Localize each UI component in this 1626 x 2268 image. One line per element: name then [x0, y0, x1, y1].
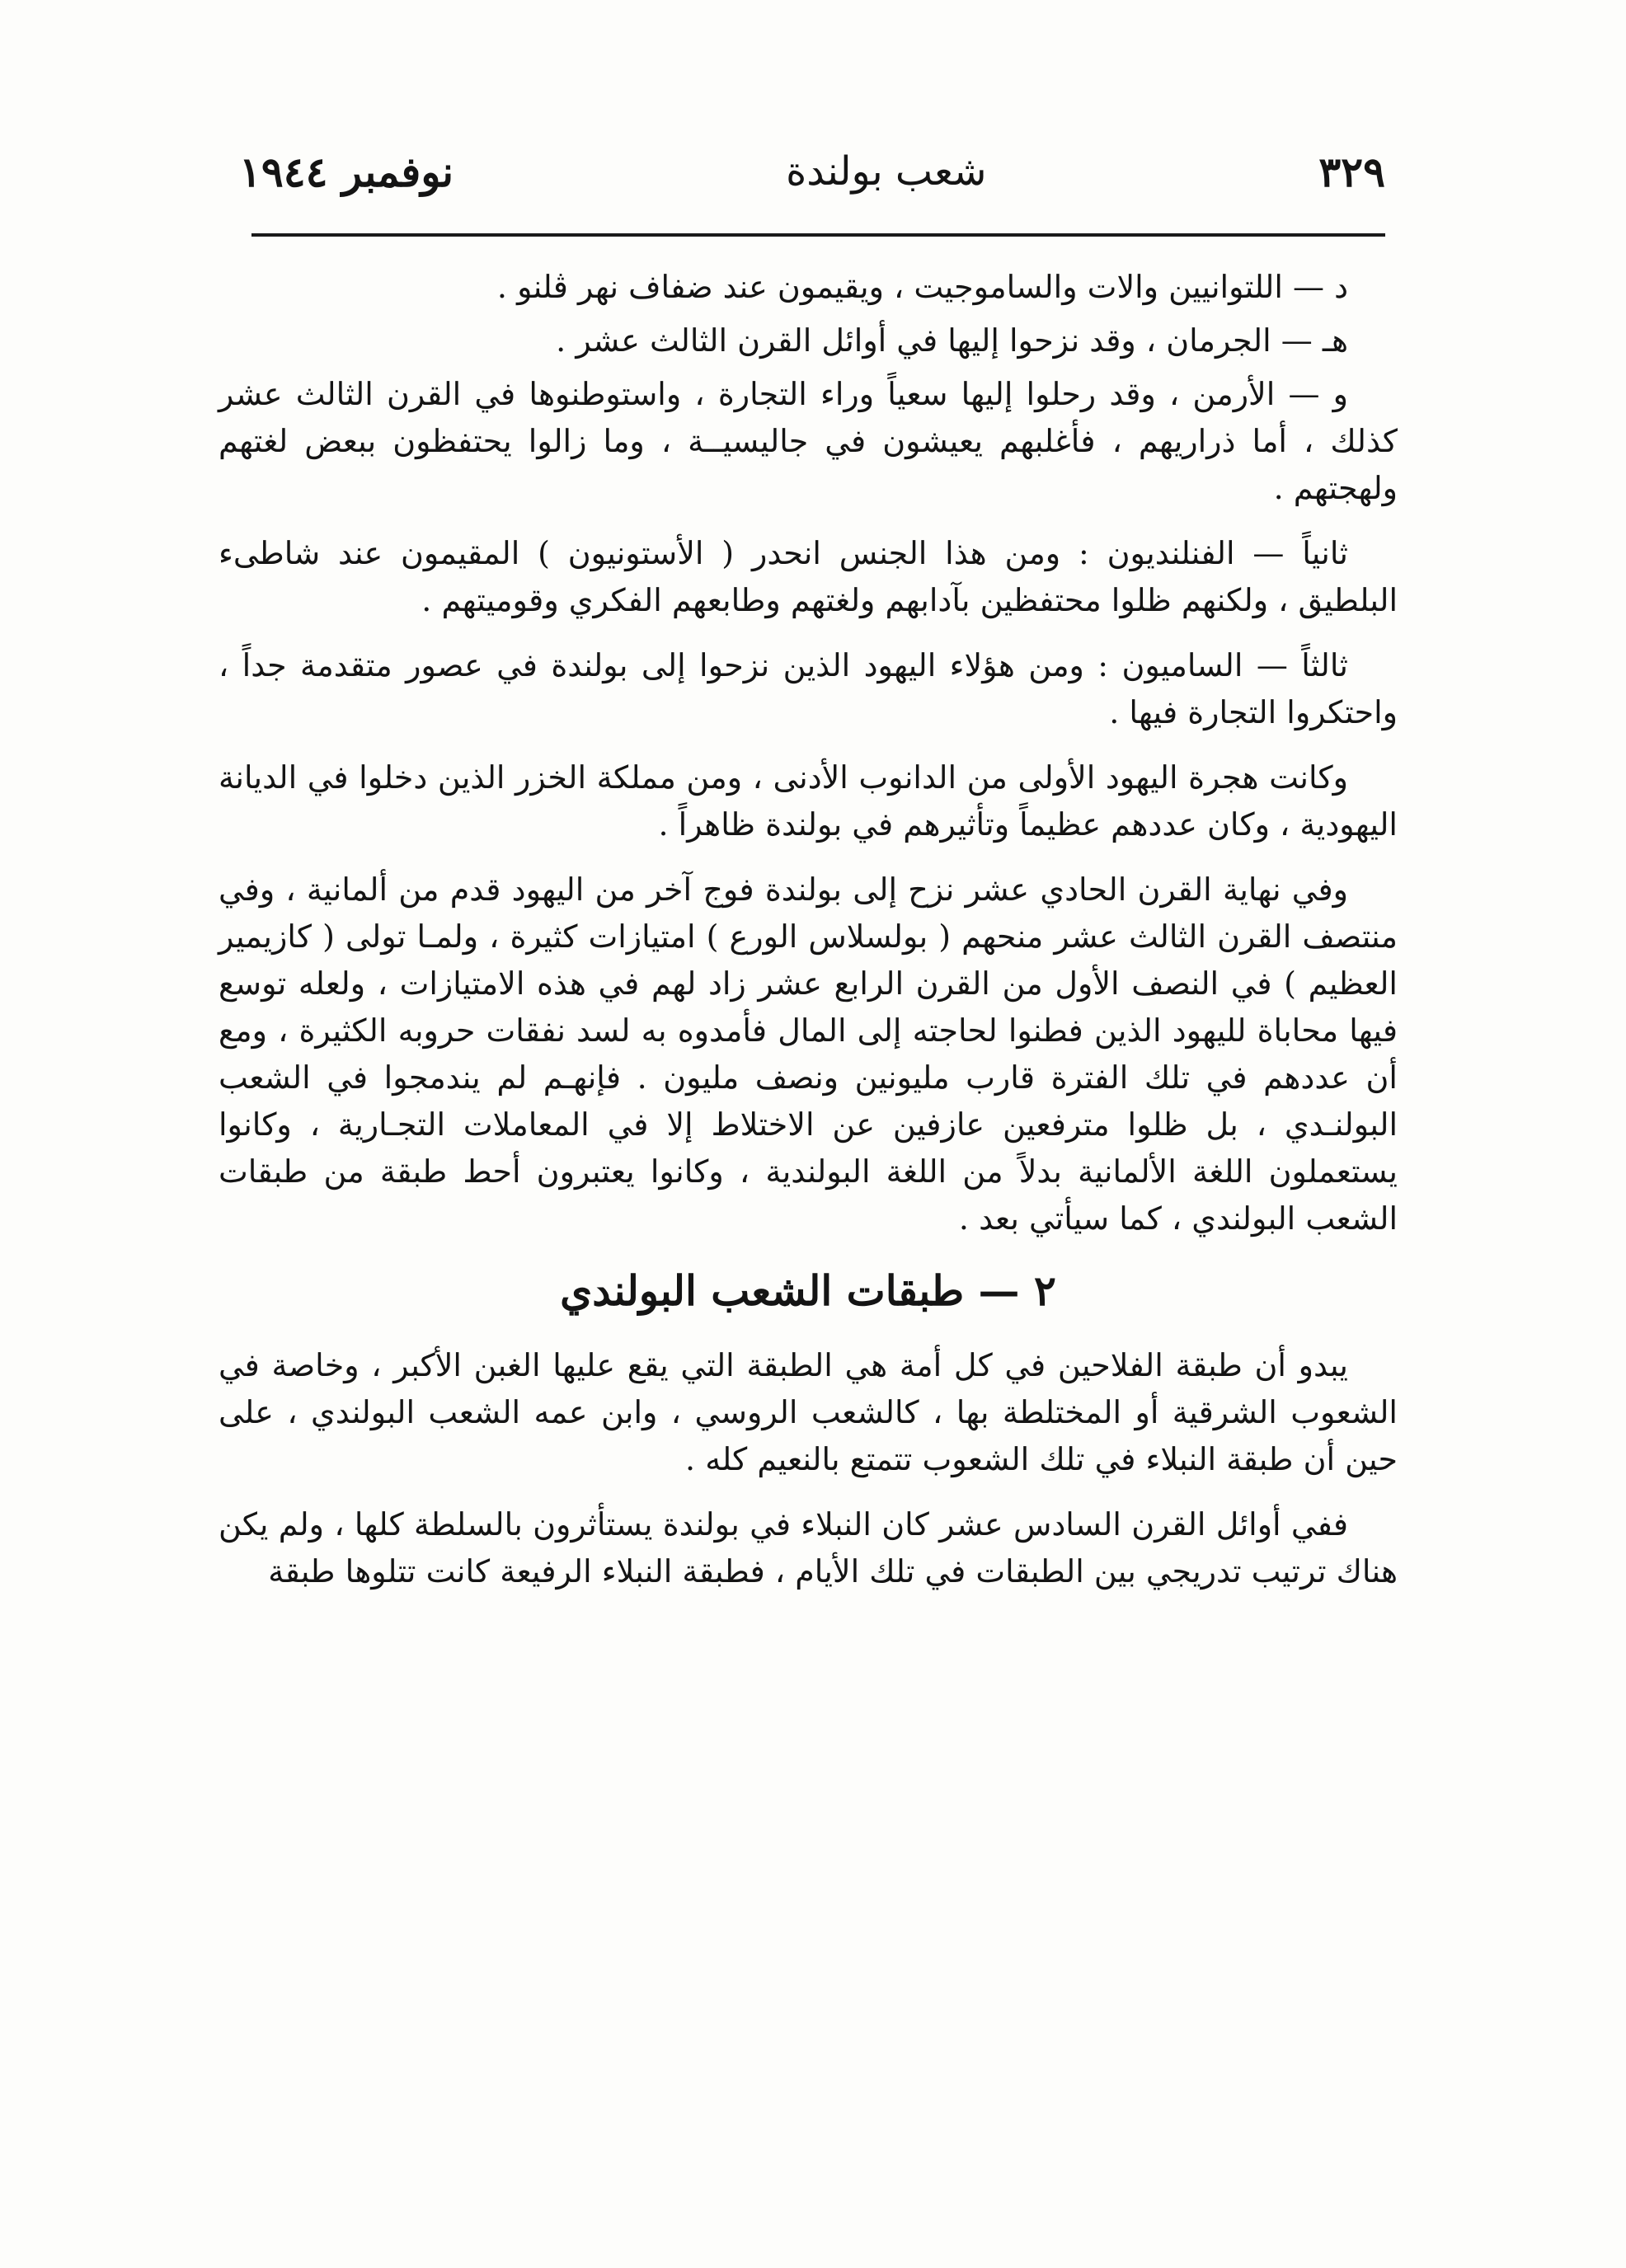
paragraph-semites: ثالثاً — الساميون : ومن هؤلاء اليهود الذين نزحوا إلى بولندة في عصور متقدمة جداً ، واحتكروا التجارة فيها . [219, 647, 1398, 730]
list-item-ha: هـ — الجرمان ، وقد نزحوا إليها في أوائل القرن الثالث عشر . [556, 322, 1348, 359]
paragraph-first-migration: وكانت هجرة اليهود الأولى من الدانوب الأدنى ، ومن مملكة الخزر الذين دخلوا في الديانة اليهودية ، وكان عددهم عظيماً وتأثيرهم في بولندة ظاهراً . [219, 759, 1398, 843]
running-title: شعب بولندة [786, 148, 987, 195]
list-item-waw: و — الأرمن ، وقد رحلوا إليها سعياً وراء التجارة ، واستوطنوها في القرن الثالث عشر كذلك ، أما ذراريهم ، فأغلبهم يعيشون في جاليسيــة ، وما زالوا يحتفظون ببعض لغتهم ولهجتهم . [219, 376, 1398, 506]
paragraph-peasants: يبدو أن طبقة الفلاحين في كل أمة هي الطبقة التي يقع عليها الغبن الأكبر ، وخاصة في الشعوب الشرقية أو المختلطة بها ، كالشعب الروسي ، وابن عمه الشعب البولندي ، على حين أن طبقة النبلاء في تلك الشعوب تتمتع بالنعيم كله . [219, 1347, 1398, 1477]
page-body [219, 264, 1398, 1613]
paragraph-nobles: ففي أوائل القرن السادس عشر كان النبلاء في بولندة يستأثرون بالسلطة كلها ، ولم يكن هناك ترتيب تدريجي بين الطبقات في تلك الأيام ، فطبقة النبلاء الرفيعة كانت تتلوها طبقة [219, 1506, 1398, 1589]
header-rule [251, 233, 1385, 237]
page-header [239, 139, 1385, 204]
page-number: ٣٢٩ [1318, 147, 1385, 196]
section-heading: ٢ — طبقات الشعب البولندي [560, 1266, 1056, 1315]
list-item-dal: د — اللتوانيين والات والساموجيت ، ويقيمون عند ضفاف نهر ڤلنو . [496, 269, 1348, 305]
issue-date: نوفمبر ١٩٤٤ [239, 147, 454, 196]
paragraph-finns: ثانياً — الفنلنديون : ومن هذا الجنس انحدر ( الأستونيون ) المقيمون عند شاطىء البلطيق ، ولكنهم ظلوا محتفظين بآدابهم ولغتهم وطابعهم الفكري وقوميتهم . [219, 535, 1398, 618]
paragraph-eleventh-century: وفي نهاية القرن الحادي عشر نزح إلى بولندة فوج آخر من اليهود قدم من ألمانية ، وفي منتصف القرن الثالث عشر منحهم ( بولسلاس الورع ) امتيازات كثيرة ، ولمـا تولى ( كازيمير العظيم ) في النصف الأول من القرن الرابع عشر زاد لهم في هذه الامتيازات ، ولعله توسع فيها محاباة لليهود الذين فطنوا لحاجته إلى المال فأمدوه به لسد نفقات حروبه الكثيرة ، ومع أن عددهم في تلك الفترة قارب مليونين ونصف مليون . فإنهـم لم يندمجوا في الشعب البولنـدي ، بل ظلوا مترفعين عازفين عن الاختلاط إلا في المعاملات التجـارية ، وكانوا يستعملون اللغة الألمانية بدلاً من اللغة البولندية ، وكانوا يعتبرون أحط طبقة من طبقات الشعب البولندي ، كما سيأتي بعد . [219, 871, 1398, 1237]
